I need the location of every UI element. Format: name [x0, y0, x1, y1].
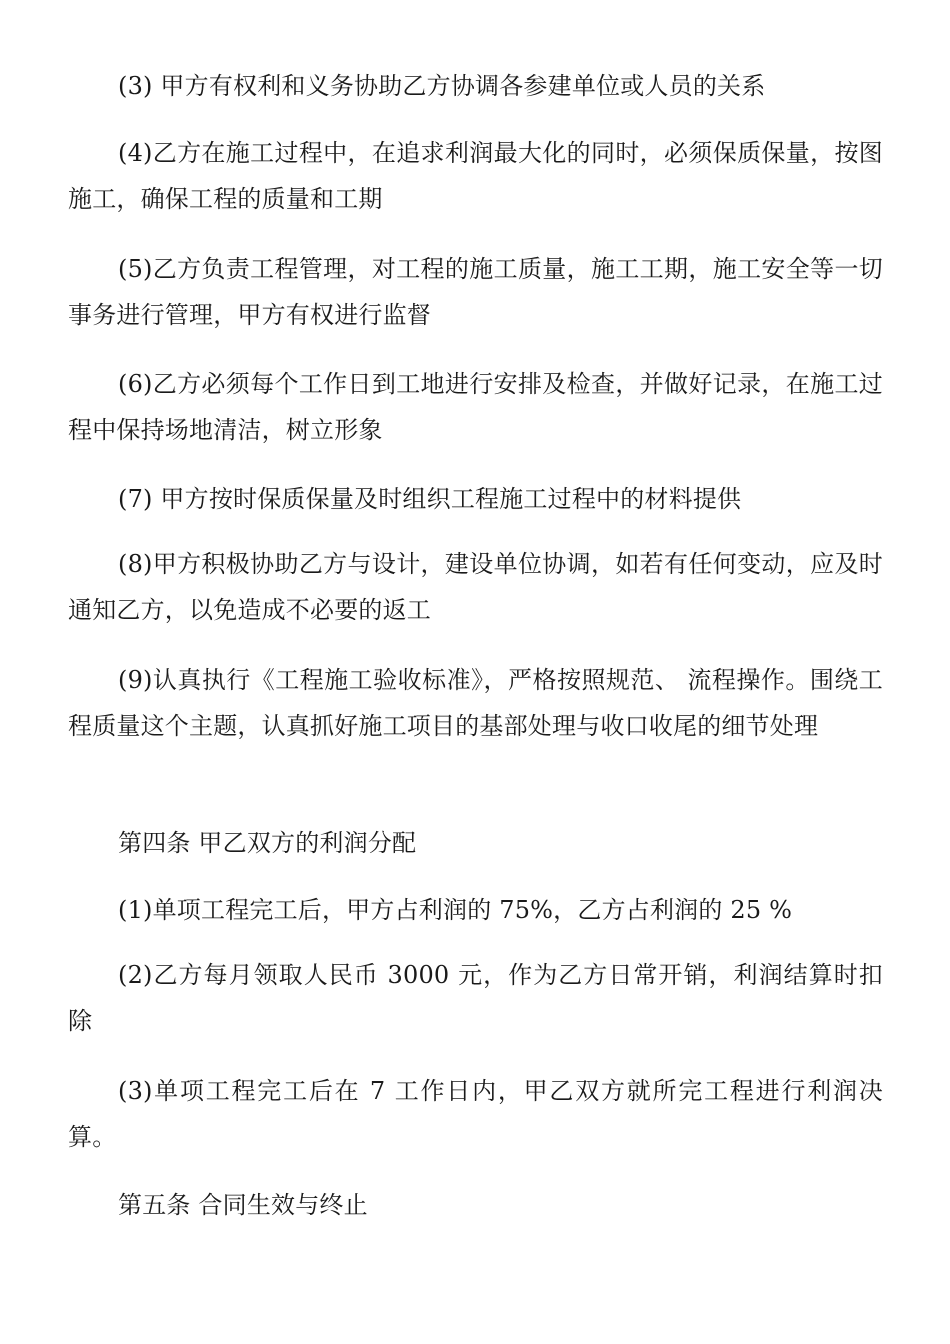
clause-3-paragraph: (3) 甲方有权利和义务协助乙方协调各参建单位或人员的关系: [118, 72, 766, 100]
profit-clause-3-paragraph: (3)单项工程完工后在 7 工作日内，甲乙双方就所完工程进行利润决算。: [68, 1077, 883, 1151]
clause-8-paragraph: (8)甲方积极协助乙方与设计，建设单位协调，如若有任何变动，应及时通知乙方，以免造成不必要的返工: [68, 550, 883, 624]
clause-6-paragraph: (6)乙方必须每个工作日到工地进行安排及检查，并做好记录，在施工过程中保持场地清洁，树立形象: [68, 370, 883, 444]
clause-5-paragraph: (5)乙方负责工程管理，对工程的施工质量，施工工期，施工安全等一切事务进行管理，甲方有权进行监督: [68, 255, 883, 329]
article-5-heading: 第五条 合同生效与终止: [118, 1191, 368, 1219]
profit-clause-2-paragraph: (2)乙方每月领取人民币 3000 元，作为乙方日常开销，利润结算时扣除: [68, 961, 883, 1035]
clause-7-paragraph: (7) 甲方按时保质保量及时组织工程施工过程中的材料提供: [118, 485, 742, 513]
clause-4-paragraph: (4)乙方在施工过程中，在追求利润最大化的同时，必须保质保量，按图施工，确保工程的质量和工期: [68, 139, 883, 213]
article-4-heading: 第四条 甲乙双方的利润分配: [118, 829, 417, 857]
clause-9-paragraph: (9)认真执行《工程施工验收标准》，严格按照规范、 流程操作。围绕工程质量这个主题，认真抓好施工项目的基部处理与收口收尾的细节处理: [68, 666, 883, 740]
profit-clause-1-paragraph: (1)单项工程完工后，甲方占利润的 75%，乙方占利润的 25 %: [118, 896, 793, 924]
